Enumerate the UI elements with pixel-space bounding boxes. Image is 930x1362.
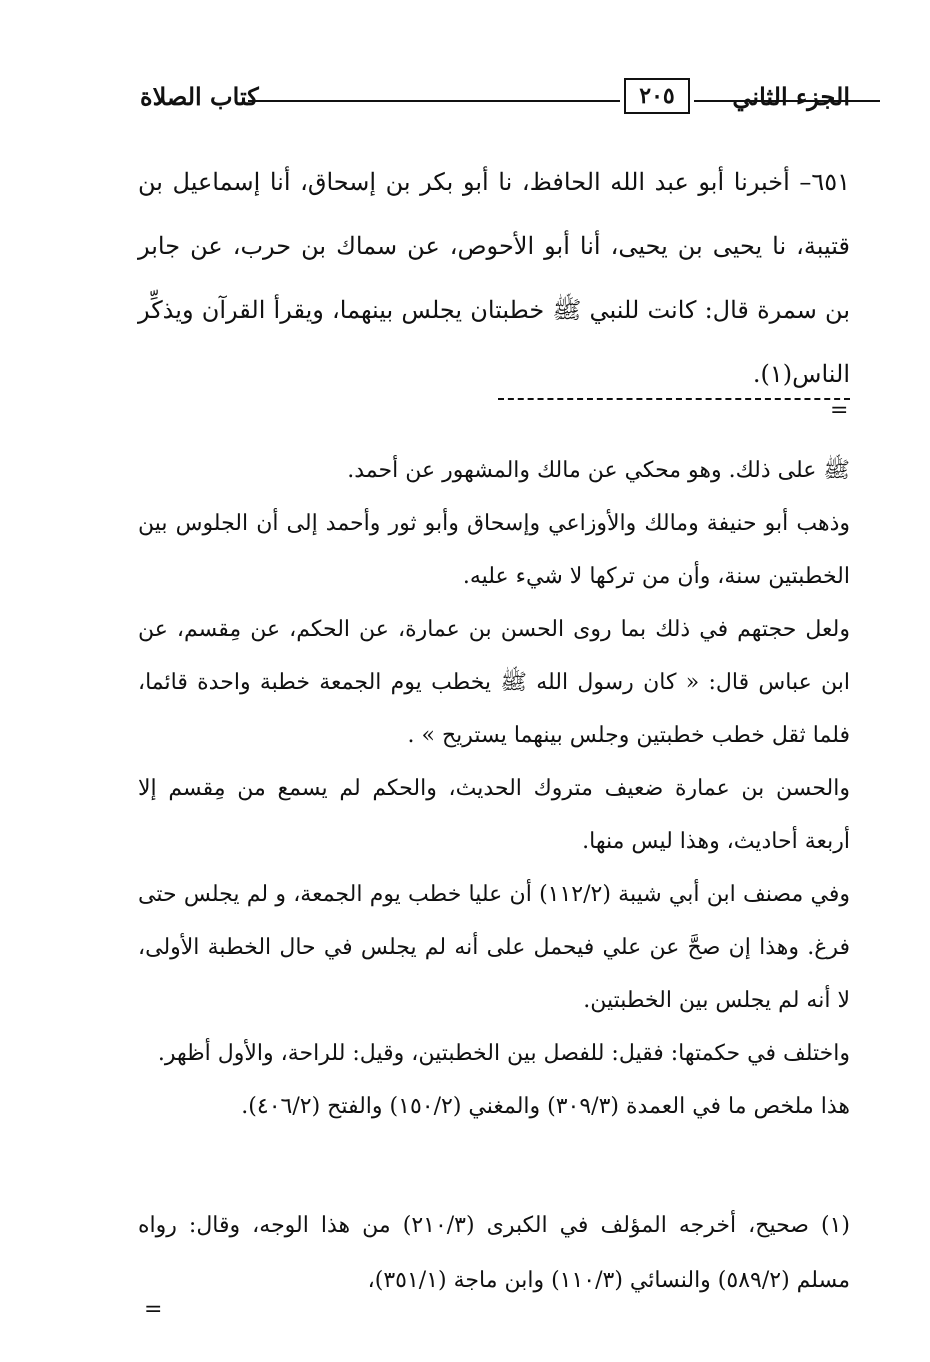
book-title: كتاب الصلاة [140, 82, 259, 111]
hadith-text [138, 150, 850, 406]
footnote-text: (١) صحيح، أخرجه المؤلف في الكبرى (٢١٠/٣) من هذا الوجه، وقال: رواه مسلم (٥٨٩/٢) والنسائي (١١٠/٣) وابن ماجة (٣٥١/١)، [138, 1213, 850, 1293]
commentary-paragraph: ولعل حجتهم في ذلك بما روى الحسن بن عمارة، عن الحكم، عن مِقسم، عن ابن عباس قال: « كان رسول الله ﷺ يخطب يوم الجمعة خطبة واحدة قائما، فلما ثقل خطب خطبتين وجلس بينهما يستريح » . [138, 617, 850, 748]
volume-title: الجزء الثاني [732, 82, 850, 111]
commentary-paragraph: هذا ملخص ما في العمدة (٣٠٩/٣) والمغني (١٥٠/٢) والفتح (٤٠٦/٢). [241, 1094, 850, 1119]
page-number: ٢٠٥ [624, 78, 690, 114]
header-rule-left [248, 100, 620, 102]
continuation-mark: = [830, 398, 849, 423]
running-header [140, 82, 850, 126]
hadith-paragraph: ٦٥١– أخبرنا أبو عبد الله الحافظ، نا أبو بكر بن إسحاق، أنا إسماعيل بن قتيبة، نا يحيى بن يحيى، أنا أبو الأحوص، عن سماك بن حرب، عن جابر بن سمرة قال: كانت للنبي ﷺ خطبتان يجلس بينهما، ويقرأ القرآن ويذكِّر الناس(١). [138, 168, 850, 388]
commentary-paragraph: واختلف في حكمتها: فقيل: للفصل بين الخطبتين، وقيل: للراحة، والأول أظهر. [157, 1041, 850, 1066]
footnote-separator [498, 398, 850, 400]
commentary [138, 444, 850, 1133]
commentary-paragraph: والحسن بن عمارة ضعيف متروك الحديث، والحكم لم يسمع من مِقسم إلا أربعة أحاديث، وهذا ليس منها. [138, 776, 850, 854]
commentary-paragraph: وفي مصنف ابن أبي شيبة (١١٢/٢) أن عليا خطب يوم الجمعة، و لم يجلس حتى فرغ. وهذا إن صحَّ عن علي فيحمل على أنه لم يجلس في حال الخطبة الأولى، لا أنه لم يجلس بين الخطبتين. [138, 882, 850, 1013]
header-rule-right [694, 100, 880, 102]
commentary-paragraph: وذهب أبو حنيفة ومالك والأوزاعي وإسحاق وأبو ثور وأحمد إلى أن الجلوس بين الخطبتين سنة، وأن من تركها لا شيء عليه. [138, 511, 850, 589]
continuation-mark-bottom: = [144, 1297, 163, 1322]
footnote [138, 1198, 850, 1308]
commentary-paragraph: ﷺ على ذلك. وهو محكي عن مالك والمشهور عن أحمد. [347, 458, 850, 483]
